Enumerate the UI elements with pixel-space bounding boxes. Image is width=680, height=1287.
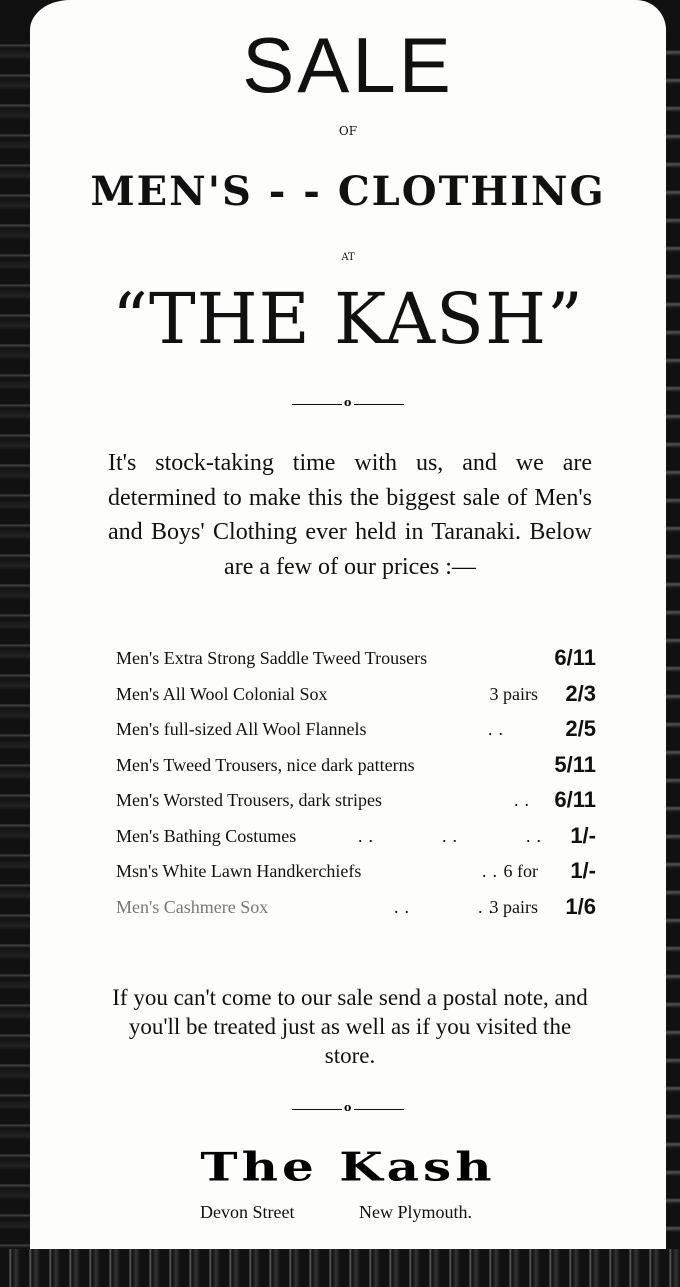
price-row: Men's Cashmere Sox .. .. 3 pairs 1/6	[116, 893, 596, 919]
mens-clothing-heading: MEN'S - - CLOTHING	[90, 168, 606, 215]
item-price: 5/11	[554, 751, 596, 777]
price-row: Men's Worsted Trousers, dark stripes .. 6/11	[116, 787, 596, 812]
item-price: 2/3	[565, 680, 596, 706]
item-price: 1/-	[570, 858, 596, 883]
address-street: Devon Street	[200, 1202, 295, 1222]
item-quantity: 3 pairs	[489, 896, 538, 917]
item-name: Men's Tweed Trousers, nice dark patterns	[116, 754, 415, 775]
item-name: Men's Worsted Trousers, dark stripes	[116, 790, 382, 810]
item-quantity: 3 pairs	[489, 683, 538, 704]
item-name: Men's Cashmere Sox	[116, 896, 269, 917]
ad-content: SALE OF MEN'S - - CLOTHING AT “THE KASH” o It's stock-taking time with us, and we are determined to make this the biggest sale of Men's and Boys' Clothing ever held in Taranaki. Below are a few of our prices :— Men's Extra Strong Saddle Tweed Trousers 6/11 Men's All Wool Colonial Sox 3 pairs 2/3 Men's full-sized All Wool Flannels .. 2/5 Men's Tweed Trousers, nice dark patterns 5/11 Men's Worsted Trousers, dark stripes .. 6/11 Men's Bathing Costumes .. .. .. 1/- Msn's White Lawn Handkerchiefs .. 6 for 1/- Men's Cashmere Sox .. .. 3 pairs 1/6 If you can't come to our sale send a postal note, and you'll be treated just as well as if you visited the store. o The Kash Devon Street New Plymouth.	[30, 0, 666, 1249]
item-quantity: 6 for	[503, 861, 538, 881]
sale-headline: SALE	[242, 21, 454, 109]
item-name: Men's Bathing Costumes	[116, 825, 297, 846]
store-signature: The Kash	[200, 1144, 496, 1191]
price-row: Msn's White Lawn Handkerchiefs .. 6 for 1/-	[116, 858, 596, 883]
item-price: 6/11	[554, 787, 596, 812]
price-row	[116, 680, 596, 720]
item-price: 1/-	[570, 822, 596, 848]
price-row	[116, 751, 596, 791]
item-price: 6/11	[554, 645, 596, 670]
closing-paragraph: If you can't come to our sale send a postal note, and you'll be treated just as well as if you visited the store.	[112, 985, 588, 1068]
bottom-border	[0, 1249, 680, 1287]
price-list	[116, 645, 596, 932]
of-text: OF	[338, 124, 358, 138]
item-price: 2/5	[565, 716, 596, 741]
intro-paragraph: It's stock-taking time with us, and we are determined to make this the biggest sale of Men's and Boys' Clothing ever held in Taranaki. Below are a few of our prices :—	[108, 450, 592, 580]
left-border	[0, 0, 30, 1287]
address-town: New Plymouth.	[359, 1202, 473, 1222]
item-name: Msn's White Lawn Handkerchiefs	[116, 861, 362, 881]
price-row: Men's full-sized All Wool Flannels .. 2/5	[116, 716, 596, 741]
store-name-heading: “THE KASH”	[112, 278, 584, 360]
item-name: Men's Extra Strong Saddle Tweed Trousers	[116, 648, 428, 668]
item-price: 1/6	[565, 893, 596, 919]
price-row	[116, 645, 596, 684]
item-name: Men's full-sized All Wool Flannels	[116, 719, 367, 739]
right-border	[666, 0, 680, 1287]
item-name: Men's All Wool Colonial Sox	[116, 683, 328, 704]
at-text: AT	[341, 252, 355, 263]
price-row: Men's Bathing Costumes .. .. .. 1/-	[116, 822, 596, 848]
